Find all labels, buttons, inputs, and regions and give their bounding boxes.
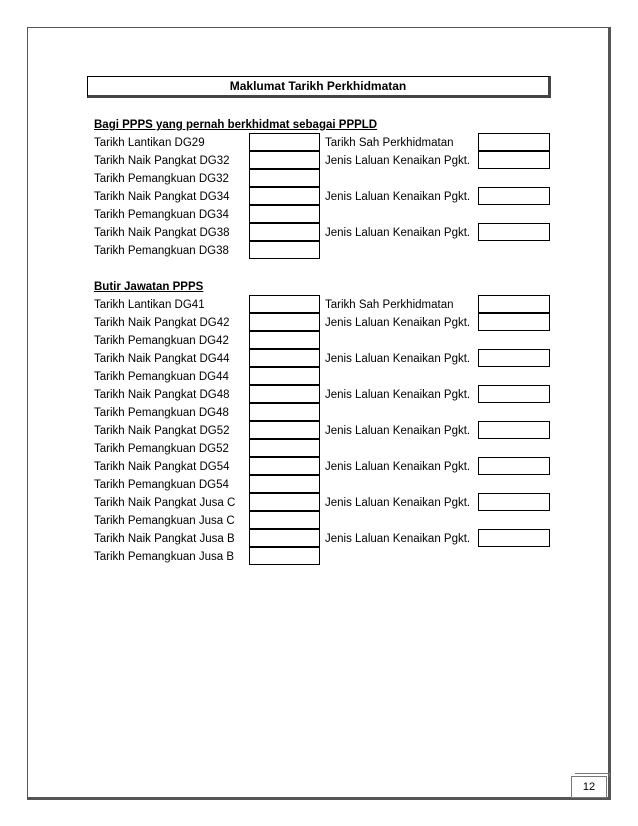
field-label: Tarikh Sah Perkhidmatan [325,137,454,149]
section-heading: Butir Jawatan PPPS [94,281,204,293]
field-label: Tarikh Pemangkuan DG42 [94,335,229,347]
date-input-box[interactable] [249,187,320,205]
date-input-box[interactable] [249,295,320,313]
field-label: Tarikh Naik Pangkat DG44 [94,353,230,365]
input-box[interactable] [478,187,550,205]
field-label: Tarikh Pemangkuan DG38 [94,245,229,257]
date-input-box[interactable] [249,547,320,565]
date-input-box[interactable] [249,367,320,385]
field-label: Tarikh Naik Pangkat DG54 [94,461,230,473]
field-label: Jenis Laluan Kenaikan Pgkt. [325,461,471,473]
input-box[interactable] [478,457,550,475]
page-title: Maklumat Tarikh Perkhidmatan [87,76,551,98]
field-label: Tarikh Sah Perkhidmatan [325,299,454,311]
date-input-box[interactable] [249,403,320,421]
field-label: Tarikh Naik Pangkat DG48 [94,389,230,401]
field-label: Jenis Laluan Kenaikan Pgkt. [325,353,471,365]
date-input-box[interactable] [249,529,320,547]
date-input-box[interactable] [249,385,320,403]
field-label: Jenis Laluan Kenaikan Pgkt. [325,389,471,401]
input-box[interactable] [478,295,550,313]
field-label: Tarikh Pemangkuan Jusa C [94,515,235,527]
date-input-box[interactable] [249,241,320,259]
field-label: Tarikh Pemangkuan DG34 [94,209,229,221]
field-label: Jenis Laluan Kenaikan Pgkt. [325,227,471,239]
date-input-box[interactable] [249,133,320,151]
section-heading: Bagi PPPS yang pernah berkhidmat sebagai PPPLD [94,119,378,131]
input-box[interactable] [478,133,550,151]
input-box[interactable] [478,385,550,403]
field-label: Jenis Laluan Kenaikan Pgkt. [325,155,471,167]
field-label: Tarikh Naik Pangkat Jusa C [94,497,236,509]
date-input-box[interactable] [249,223,320,241]
input-box[interactable] [478,493,550,511]
input-box[interactable] [478,529,550,547]
date-input-box[interactable] [249,511,320,529]
field-label: Jenis Laluan Kenaikan Pgkt. [325,425,471,437]
field-label: Tarikh Pemangkuan DG48 [94,407,229,419]
input-box[interactable] [478,421,550,439]
input-box[interactable] [478,223,550,241]
date-input-box[interactable] [249,313,320,331]
page-number: 12 [571,776,607,798]
date-input-box[interactable] [249,205,320,223]
field-label: Tarikh Naik Pangkat DG38 [94,227,230,239]
field-label: Tarikh Pemangkuan DG52 [94,443,229,455]
field-label: Tarikh Naik Pangkat DG52 [94,425,230,437]
field-label: Tarikh Lantikan DG29 [94,137,205,149]
input-box[interactable] [478,151,550,169]
date-input-box[interactable] [249,151,320,169]
field-label: Tarikh Pemangkuan DG32 [94,173,229,185]
date-input-box[interactable] [249,439,320,457]
date-input-box[interactable] [249,331,320,349]
field-label: Tarikh Pemangkuan Jusa B [94,551,234,563]
input-box[interactable] [478,349,550,367]
date-input-box[interactable] [249,475,320,493]
field-label: Tarikh Naik Pangkat DG32 [94,155,230,167]
field-label: Tarikh Lantikan DG41 [94,299,205,311]
field-label: Jenis Laluan Kenaikan Pgkt. [325,191,471,203]
field-label: Jenis Laluan Kenaikan Pgkt. [325,497,471,509]
field-label: Tarikh Pemangkuan DG54 [94,479,229,491]
field-label: Jenis Laluan Kenaikan Pgkt. [325,533,471,545]
field-label: Tarikh Naik Pangkat Jusa B [94,533,235,545]
date-input-box[interactable] [249,421,320,439]
field-label: Tarikh Naik Pangkat DG34 [94,191,230,203]
date-input-box[interactable] [249,457,320,475]
input-box[interactable] [478,313,550,331]
field-label: Tarikh Pemangkuan DG44 [94,371,229,383]
date-input-box[interactable] [249,349,320,367]
date-input-box[interactable] [249,493,320,511]
field-label: Jenis Laluan Kenaikan Pgkt. [325,317,471,329]
field-label: Tarikh Naik Pangkat DG42 [94,317,230,329]
date-input-box[interactable] [249,169,320,187]
